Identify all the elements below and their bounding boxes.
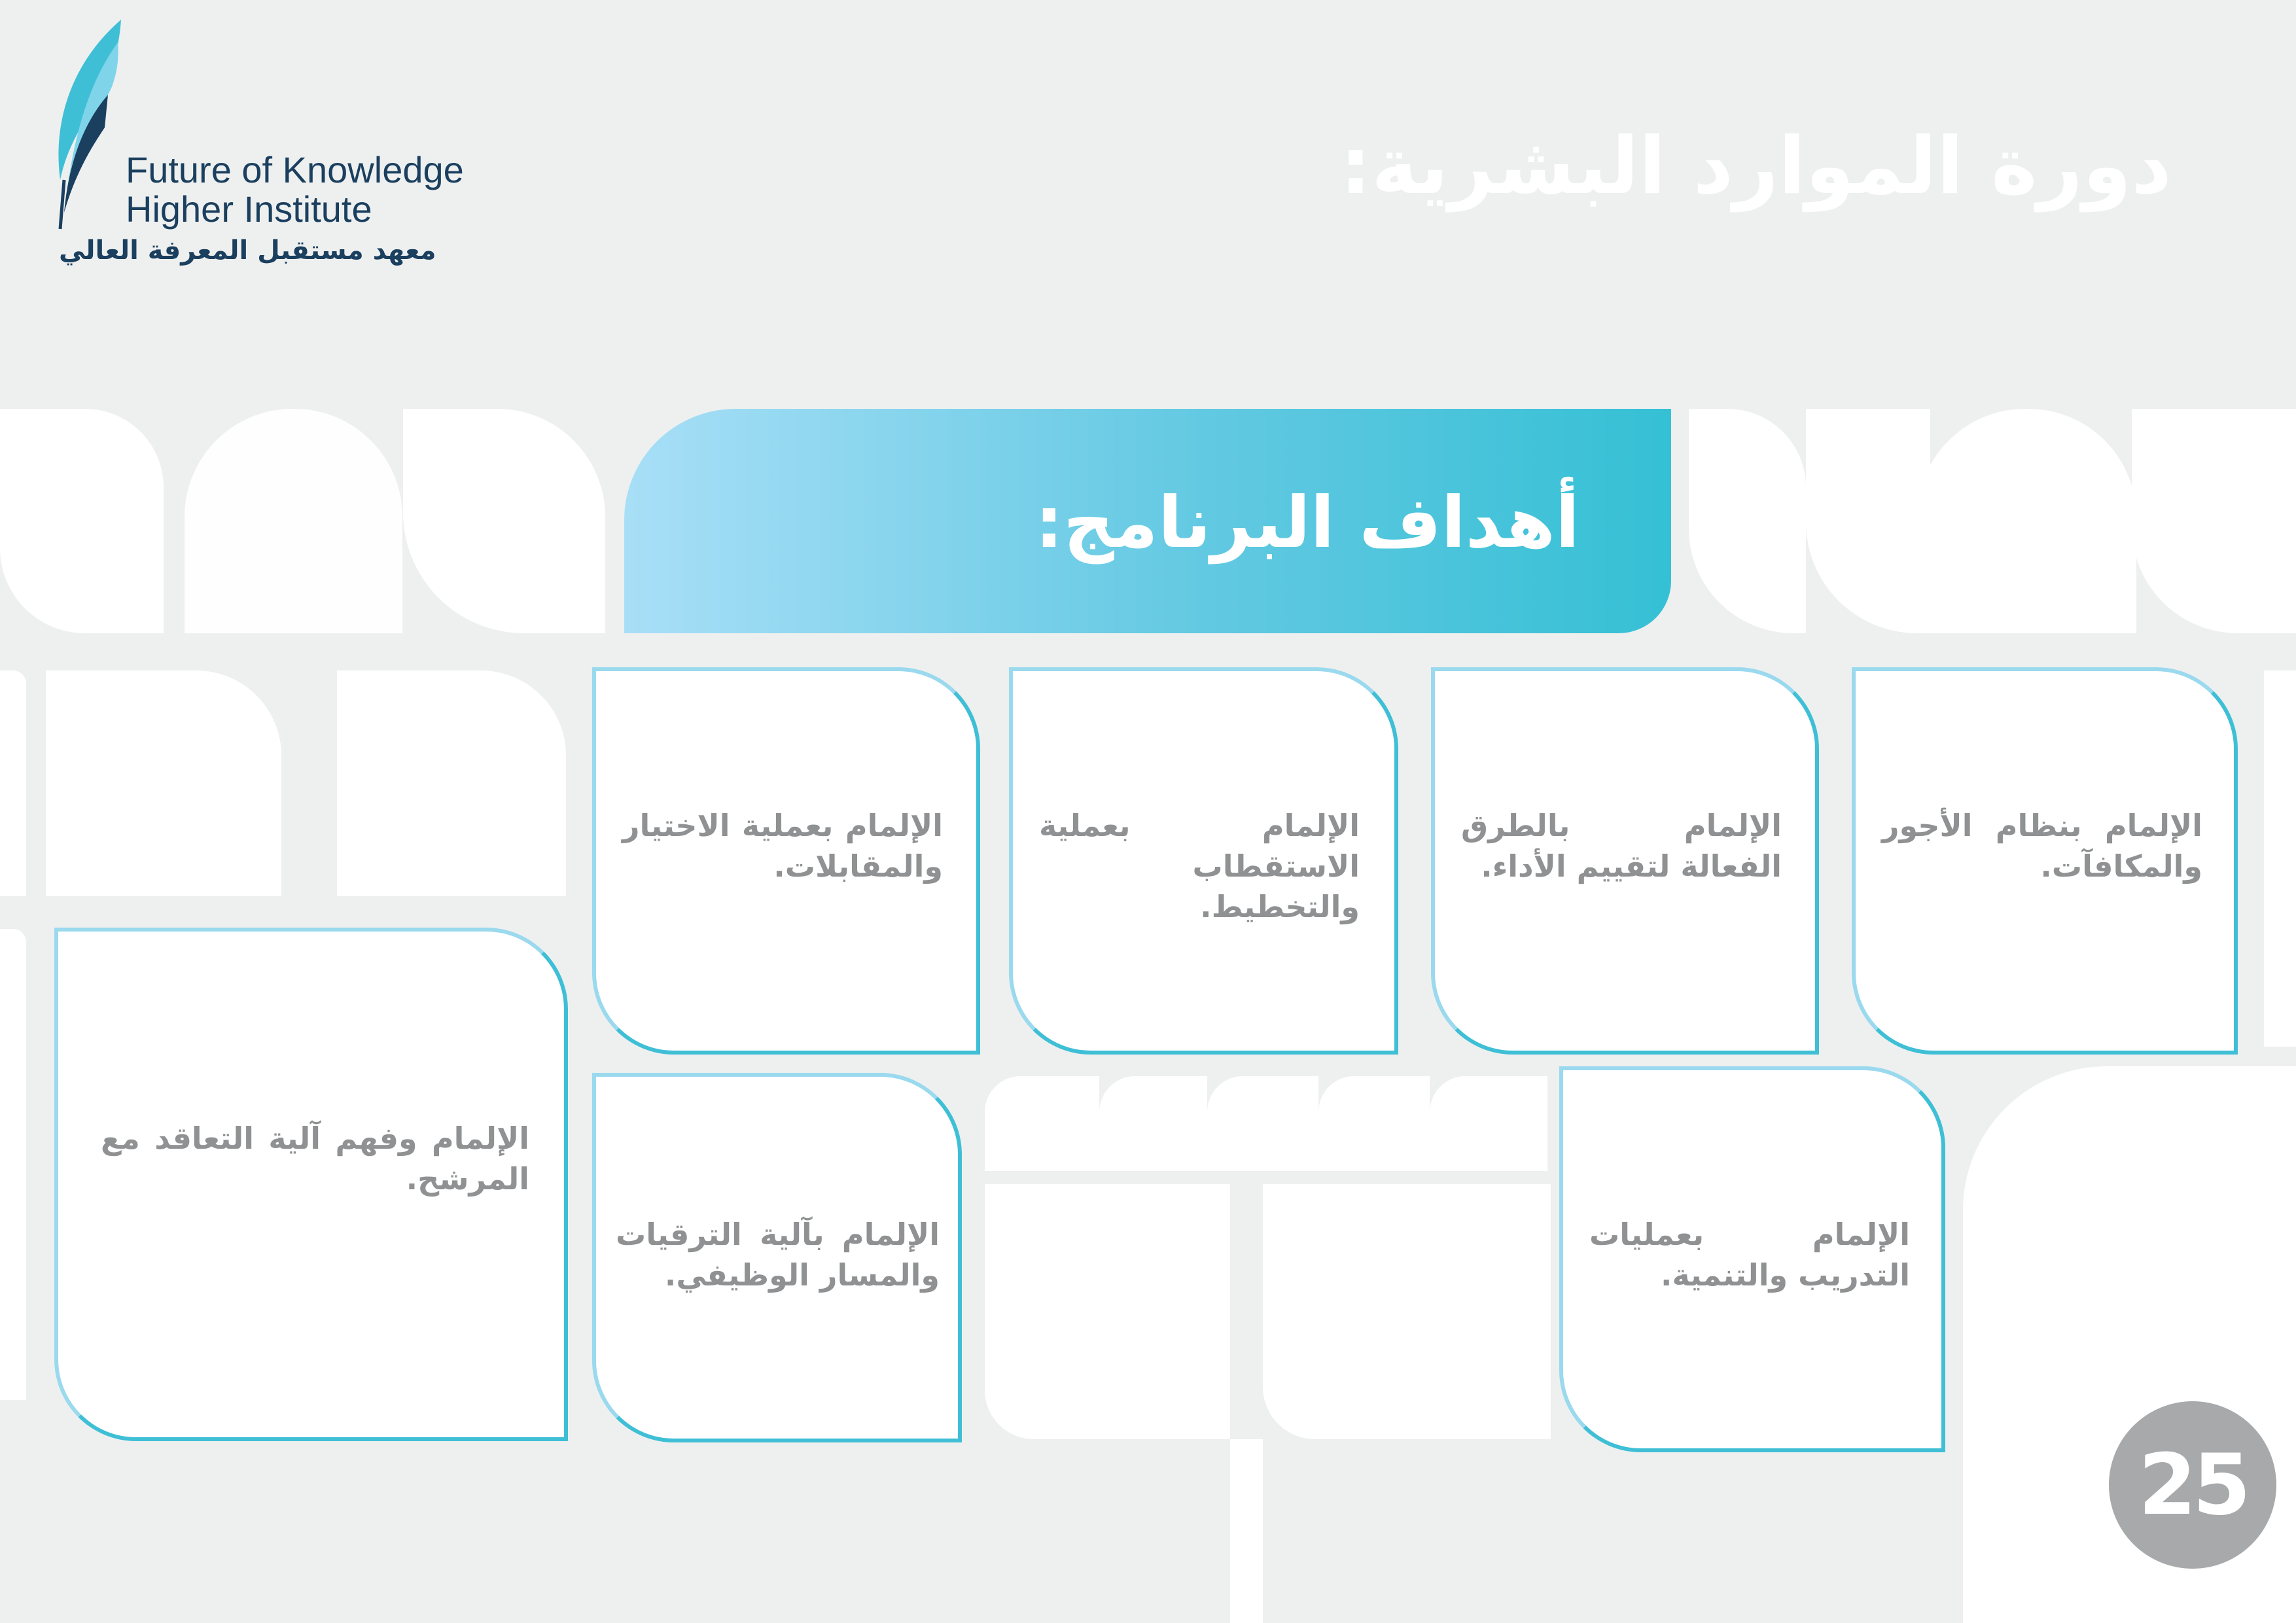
- bg-tile: [46, 671, 281, 896]
- bg-tile: [185, 409, 402, 633]
- course-title: دورة الموارد البشرية:: [1339, 121, 2172, 212]
- bg-tile: [0, 929, 26, 1400]
- objective-text-2: الإلمام بالطرق الفعالة لتقييم الأداء.: [1461, 808, 1782, 884]
- bg-tile: [0, 409, 164, 633]
- objective-text-4: الإلمام بعملية الاختيار والمقابلات.: [622, 808, 943, 884]
- bg-tile: [985, 1076, 1099, 1171]
- objective-card-2: [1431, 667, 1819, 1055]
- bg-tile: [1318, 1076, 1430, 1171]
- objective-text-1: الإلمام بنظام الأجور والمكافآت.: [1882, 808, 2202, 884]
- banner-title: أهداف البرنامج:: [1034, 482, 1580, 564]
- objective-text-3: الإلمام بعملية الاستقطاب والتخطيط.: [1039, 808, 1360, 924]
- objectives-banner: [624, 409, 1671, 633]
- bg-tile: [1230, 1439, 1263, 1623]
- bg-tile: [2132, 409, 2296, 633]
- bg-tile: [1689, 409, 1806, 633]
- bg-tile: [1207, 1076, 1318, 1171]
- objective-card-3: [1009, 667, 1398, 1055]
- bg-tile: [337, 671, 566, 896]
- objective-card-5: [54, 928, 568, 1441]
- bg-tile: [403, 409, 605, 633]
- bg-tile: [0, 671, 26, 896]
- bg-tile: [1806, 409, 1930, 633]
- bg-tile: [1430, 1076, 1547, 1171]
- objective-card-4: [592, 667, 980, 1055]
- logo-name-en-line2: Higher Institute: [126, 188, 372, 230]
- bg-tile: [1917, 409, 2136, 633]
- objective-text-6: الإلمام بآلية الترقيات والمسار الوظيفي.: [616, 1217, 940, 1293]
- objective-card-7: [1559, 1066, 1945, 1452]
- logo-name-ar: معهد مستقبل المعرفة العالي: [59, 236, 436, 266]
- bg-tile: [2264, 671, 2296, 1047]
- objective-card-6: [592, 1073, 962, 1442]
- objective-card-1: [1852, 667, 2238, 1055]
- bg-tile: [985, 1184, 1230, 1439]
- bg-tile: [1099, 1076, 1207, 1171]
- institute-logo: [46, 16, 504, 291]
- objective-text-5: الإلمام وفهم آلية التعاقد مع المرشح.: [101, 1121, 529, 1196]
- objective-text-7: الإلمام بعمليات التدريب والتنمية.: [1589, 1217, 1910, 1293]
- logo-name-en-line1: Future of Knowledge: [126, 149, 464, 190]
- bg-tile: [1263, 1184, 1551, 1439]
- feather-quill-icon: [46, 16, 137, 232]
- page-number-badge: 25: [2109, 1401, 2276, 1569]
